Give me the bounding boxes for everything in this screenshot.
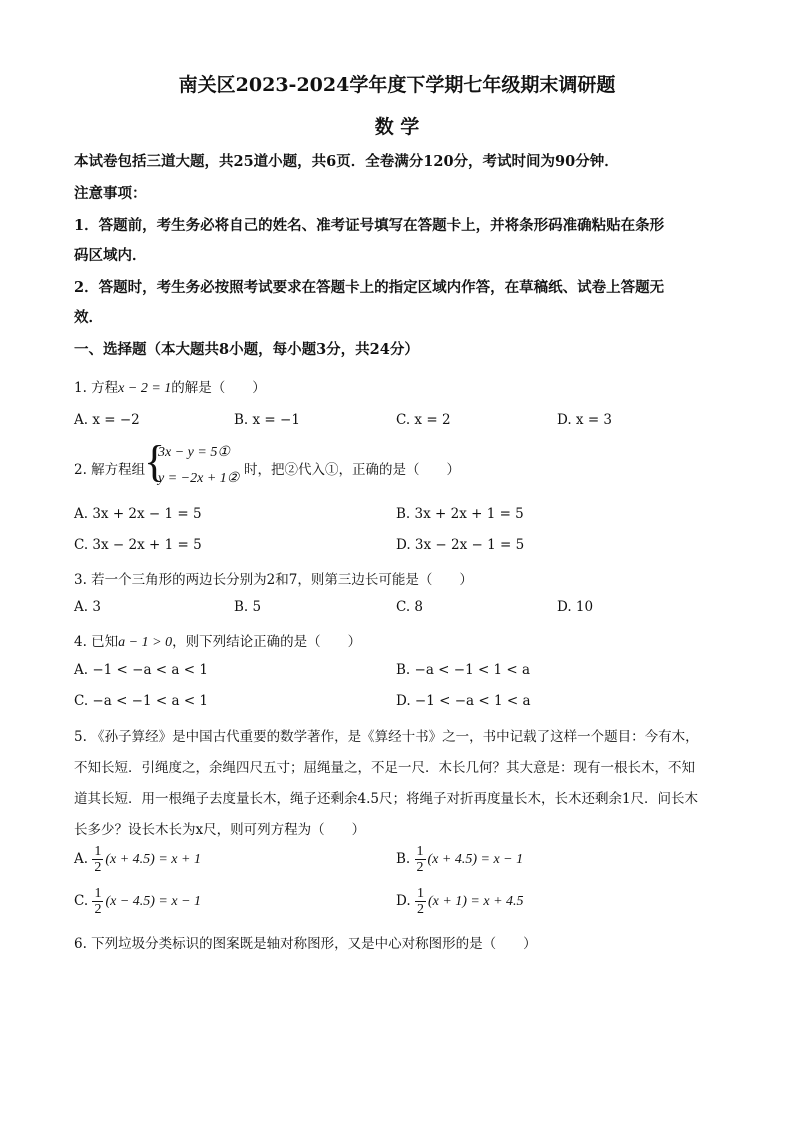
- question-5-line-1: 5. 《孙子算经》是中国古代重要的数学著作，是《算经十书》之一，书中记载了这样一个题目：今有木，: [74, 729, 699, 745]
- fraction: [92, 844, 103, 875]
- option-label: D.: [396, 893, 411, 909]
- question-3-option-d[interactable]: D. 10: [557, 599, 594, 615]
- note-1-line-1: 1．答题前，考生务必将自己的姓名、准考证号填写在答题卡上，并将条形码准确粘贴在条形: [74, 217, 665, 234]
- question-2-option-c[interactable]: C. 3x − 2x + 1 = 5: [74, 537, 202, 553]
- page-title: 南关区2023-2024学年度下学期七年级期末调研题: [178, 74, 616, 96]
- question-1-prefix: 1. 方程: [74, 380, 119, 396]
- question-5-option-b[interactable]: [396, 844, 523, 875]
- question-2-suffix: 时，把②代入①，正确的是（ ）: [244, 462, 460, 478]
- option-label: B.: [396, 851, 411, 867]
- question-1-option-a[interactable]: A. x = −2: [74, 412, 140, 428]
- note-2-line-2: 效．: [74, 309, 103, 326]
- note-1-line-2: 码区域内．: [74, 247, 147, 264]
- question-2-option-b[interactable]: B. 3x + 2x + 1 = 5: [396, 506, 524, 522]
- question-4-option-c[interactable]: C. −a < −1 < a < 1: [74, 693, 209, 709]
- fraction-numerator: 1: [94, 886, 102, 901]
- question-6: 6. 下列垃圾分类标识的图案既是轴对称图形，又是中心对称图形的是（ ）: [74, 936, 537, 952]
- question-5-option-c[interactable]: [74, 886, 201, 917]
- fraction-denominator: 2: [416, 860, 424, 875]
- fraction-numerator: 1: [416, 844, 424, 859]
- question-2-option-d[interactable]: D. 3x − 2x − 1 = 5: [396, 537, 525, 553]
- question-1: [74, 376, 266, 397]
- question-2-equation-1: 3x − y = 5①: [158, 445, 230, 460]
- fraction: [415, 844, 426, 875]
- question-1-option-b[interactable]: B. x = −1: [234, 412, 300, 428]
- question-2-prefix: 2. 解方程组: [74, 462, 146, 478]
- option-label: C.: [74, 893, 89, 909]
- notes-heading: 注意事项：: [74, 185, 147, 202]
- system-brace: {: [144, 437, 166, 486]
- option-expression: (x + 1) = x + 4.5: [427, 894, 524, 909]
- question-4-condition: a − 1 > 0: [118, 635, 173, 650]
- note-2-line-1: 2．答题时，考生务必按照考试要求在答题卡上的指定区域内作答，在草稿纸、试卷上答题无: [74, 279, 665, 296]
- question-3: 3. 若一个三角形的两边长分别为2和7，则第三边长可能是（ ）: [74, 572, 473, 588]
- fraction-denominator: 2: [94, 902, 102, 917]
- section-1-heading: 一、选择题（本大题共8小题，每小题3分，共24分）: [74, 341, 419, 358]
- fraction-denominator: 2: [416, 902, 424, 917]
- fraction-numerator: 1: [416, 886, 424, 901]
- option-expression: (x − 4.5) = x − 1: [105, 894, 202, 909]
- question-3-option-c[interactable]: C. 8: [396, 599, 424, 615]
- subject-title: 数 学: [374, 116, 420, 138]
- question-2-option-a[interactable]: A. 3x + 2x − 1 = 5: [74, 506, 202, 522]
- question-3-option-b[interactable]: B. 5: [234, 599, 262, 615]
- question-2-equation-2: y = −2x + 1②: [158, 471, 240, 486]
- question-5-line-4: 长多少？设长木长为x尺，则可列方程为（ ）: [74, 822, 366, 838]
- question-5-option-a[interactable]: [74, 844, 201, 875]
- fraction: [415, 886, 426, 917]
- question-4-suffix: ，则下列结论正确的是（ ）: [172, 634, 362, 650]
- question-4-option-b[interactable]: B. −a < −1 < 1 < a: [396, 662, 531, 678]
- fraction: [92, 886, 103, 917]
- fraction-denominator: 2: [94, 860, 102, 875]
- question-1-suffix: 的解是（ ）: [171, 380, 266, 396]
- question-4-option-a[interactable]: A. −1 < −a < a < 1: [74, 662, 208, 678]
- question-1-option-c[interactable]: C. x = 2: [396, 412, 451, 428]
- option-expression: (x + 4.5) = x − 1: [427, 852, 524, 867]
- question-3-option-a[interactable]: A. 3: [74, 599, 101, 615]
- question-5-option-d[interactable]: [396, 886, 524, 917]
- exam-intro: 本试卷包括三道大题，共25道小题，共6页．全卷满分120分，考试时间为90分钟．: [74, 153, 619, 170]
- option-label: A.: [74, 851, 89, 867]
- question-4: [74, 630, 361, 651]
- question-5-line-3: 道其长短．用一根绳子去度量长木，绳子还剩余4.5尺；将绳子对折再度量长木，长木还剩余1尺．问长木: [74, 791, 699, 807]
- question-4-option-d[interactable]: D. −1 < −a < 1 < a: [396, 693, 531, 709]
- question-1-equation: x − 2 = 1: [118, 381, 172, 396]
- fraction-numerator: 1: [94, 844, 102, 859]
- question-5-line-2: 不知长短．引绳度之，余绳四尺五寸；屈绳量之，不足一尺．木长几何？其大意是：现有一根长木，不知: [74, 760, 695, 776]
- question-4-prefix: 4. 已知: [74, 634, 119, 650]
- option-expression: (x + 4.5) = x + 1: [105, 852, 201, 867]
- question-1-option-d[interactable]: D. x = 3: [557, 412, 613, 428]
